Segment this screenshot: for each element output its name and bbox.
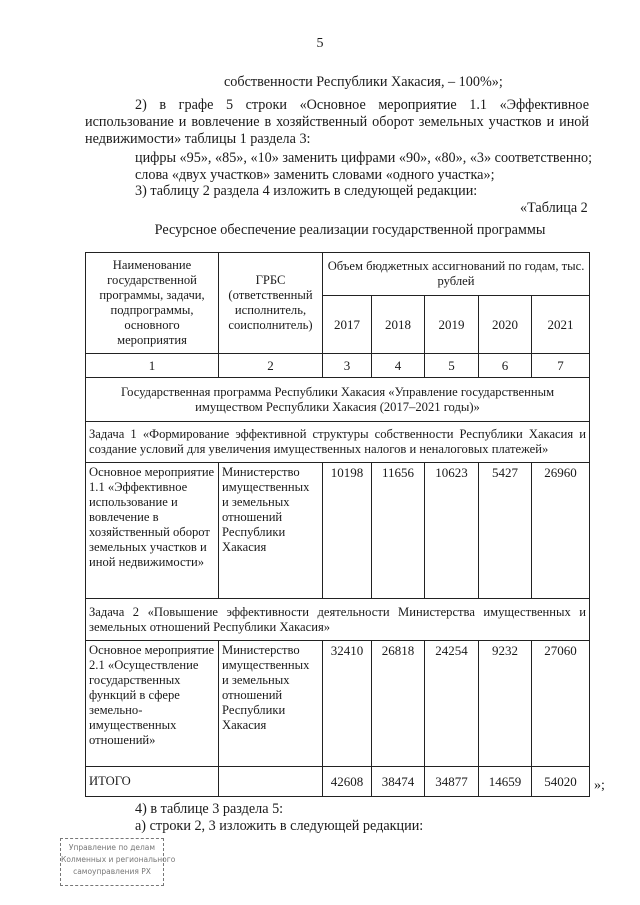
total-value: 14659 (479, 767, 532, 797)
header-volume: Объем бюджетных ассигнований по годам, тыс. рублей (323, 253, 590, 296)
task-2: Задача 2 «Повышение эффективности деятельности Министерства имущественных и земельных отношений Республики Хакасия» (86, 599, 590, 641)
header-year: 2019 (425, 296, 479, 354)
row-1-value: 11656 (372, 463, 425, 599)
column-number: 4 (372, 354, 425, 378)
stamp-line-2: Колменных и регионального (61, 855, 176, 864)
total-label: ИТОГО (86, 767, 219, 797)
row-2-value: 26818 (372, 641, 425, 767)
total-value: 38474 (372, 767, 425, 797)
row-2-value: 27060 (532, 641, 590, 767)
header-year: 2017 (323, 296, 372, 354)
header-year: 2018 (372, 296, 425, 354)
column-number: 2 (219, 354, 323, 378)
table-reference: «Таблица 2 (520, 200, 588, 216)
stamp-line-3: самоуправления РХ (73, 867, 151, 876)
quote-end-mark: »; (594, 778, 605, 793)
registration-stamp (60, 838, 176, 886)
row-1-value: 26960 (532, 463, 590, 599)
row-1-grbs: Министерство имущественных и земельных отношений Республики Хакасия (219, 463, 323, 599)
column-number: 3 (323, 354, 372, 378)
total-value: 34877 (425, 767, 479, 797)
paragraph-2-line-5: слова «двух участков» заменить словами «одного участка»; (135, 167, 495, 183)
paragraph-2-line-1: 2) в графе 5 строки «Основное мероприятие 1.1 «Эффективное (135, 97, 589, 113)
row-2-grbs: Министерство имущественных и земельных отношений Республики Хакасия (219, 641, 323, 767)
row-2-name: Основное мероприятие 2.1 «Осуществление государственных функций в сфере земельно-имущественных отношений» (86, 641, 219, 767)
page-number: 5 (316, 36, 324, 51)
header-year: 2021 (532, 296, 590, 354)
resource-table (85, 252, 590, 797)
row-2-value: 24254 (425, 641, 479, 767)
row-1-name: Основное мероприятие 1.1 «Эффективное использование и вовлечение в хозяйственный оборот земельных участков и иной недвижимости» (86, 463, 219, 599)
total-grbs-empty (219, 767, 323, 797)
total-value: 42608 (323, 767, 372, 797)
task-1: Задача 1 «Формирование эффективной структуры собственности Республики Хакасия и создание условий для увеличения имущественных налогов и неналоговых платежей» (86, 422, 590, 463)
column-number: 7 (532, 354, 590, 378)
row-2-value: 9232 (479, 641, 532, 767)
column-number: 6 (479, 354, 532, 378)
row-1-value: 5427 (479, 463, 532, 599)
header-year: 2020 (479, 296, 532, 354)
row-1-value: 10623 (425, 463, 479, 599)
paragraph-3: 3) таблицу 2 раздела 4 изложить в следующей редакции: (135, 183, 478, 199)
stamp-line-1: Управление по делам (68, 843, 156, 852)
row-1-value: 10198 (323, 463, 372, 599)
column-number: 5 (425, 354, 479, 378)
header-grbs: ГРБС (ответственный исполнитель, соисполнитель) (219, 253, 323, 354)
paragraph-2-line-2: использование и вовлечение в хозяйственный оборот земельных участков и иной (85, 114, 589, 130)
paragraph-2-line-3: недвижимости» таблицы 1 раздела 3: (85, 131, 311, 147)
row-2-value: 32410 (323, 641, 372, 767)
table-caption: Ресурсное обеспечение реализации государственной программы (154, 222, 546, 238)
program-title: Государственная программа Республики Хакасия «Управление государственным имуществом Республики Хакасия (2017–2021 годы)» (86, 378, 590, 422)
paragraph-4: 4) в таблице 3 раздела 5: (135, 801, 284, 817)
paragraph-5: а) строки 2, 3 изложить в следующей редакции: (135, 818, 424, 834)
header-name: Наименование государственной программы, задачи, подпрограммы, основного мероприятия (86, 253, 219, 354)
column-number: 1 (86, 354, 219, 378)
paragraph-1: собственности Республики Хакасия, – 100%»; (224, 74, 503, 90)
paragraph-2-line-4: цифры «95», «85», «10» заменить цифрами «90», «80», «3» соответственно; (135, 150, 593, 166)
total-value: 54020 (532, 767, 590, 797)
